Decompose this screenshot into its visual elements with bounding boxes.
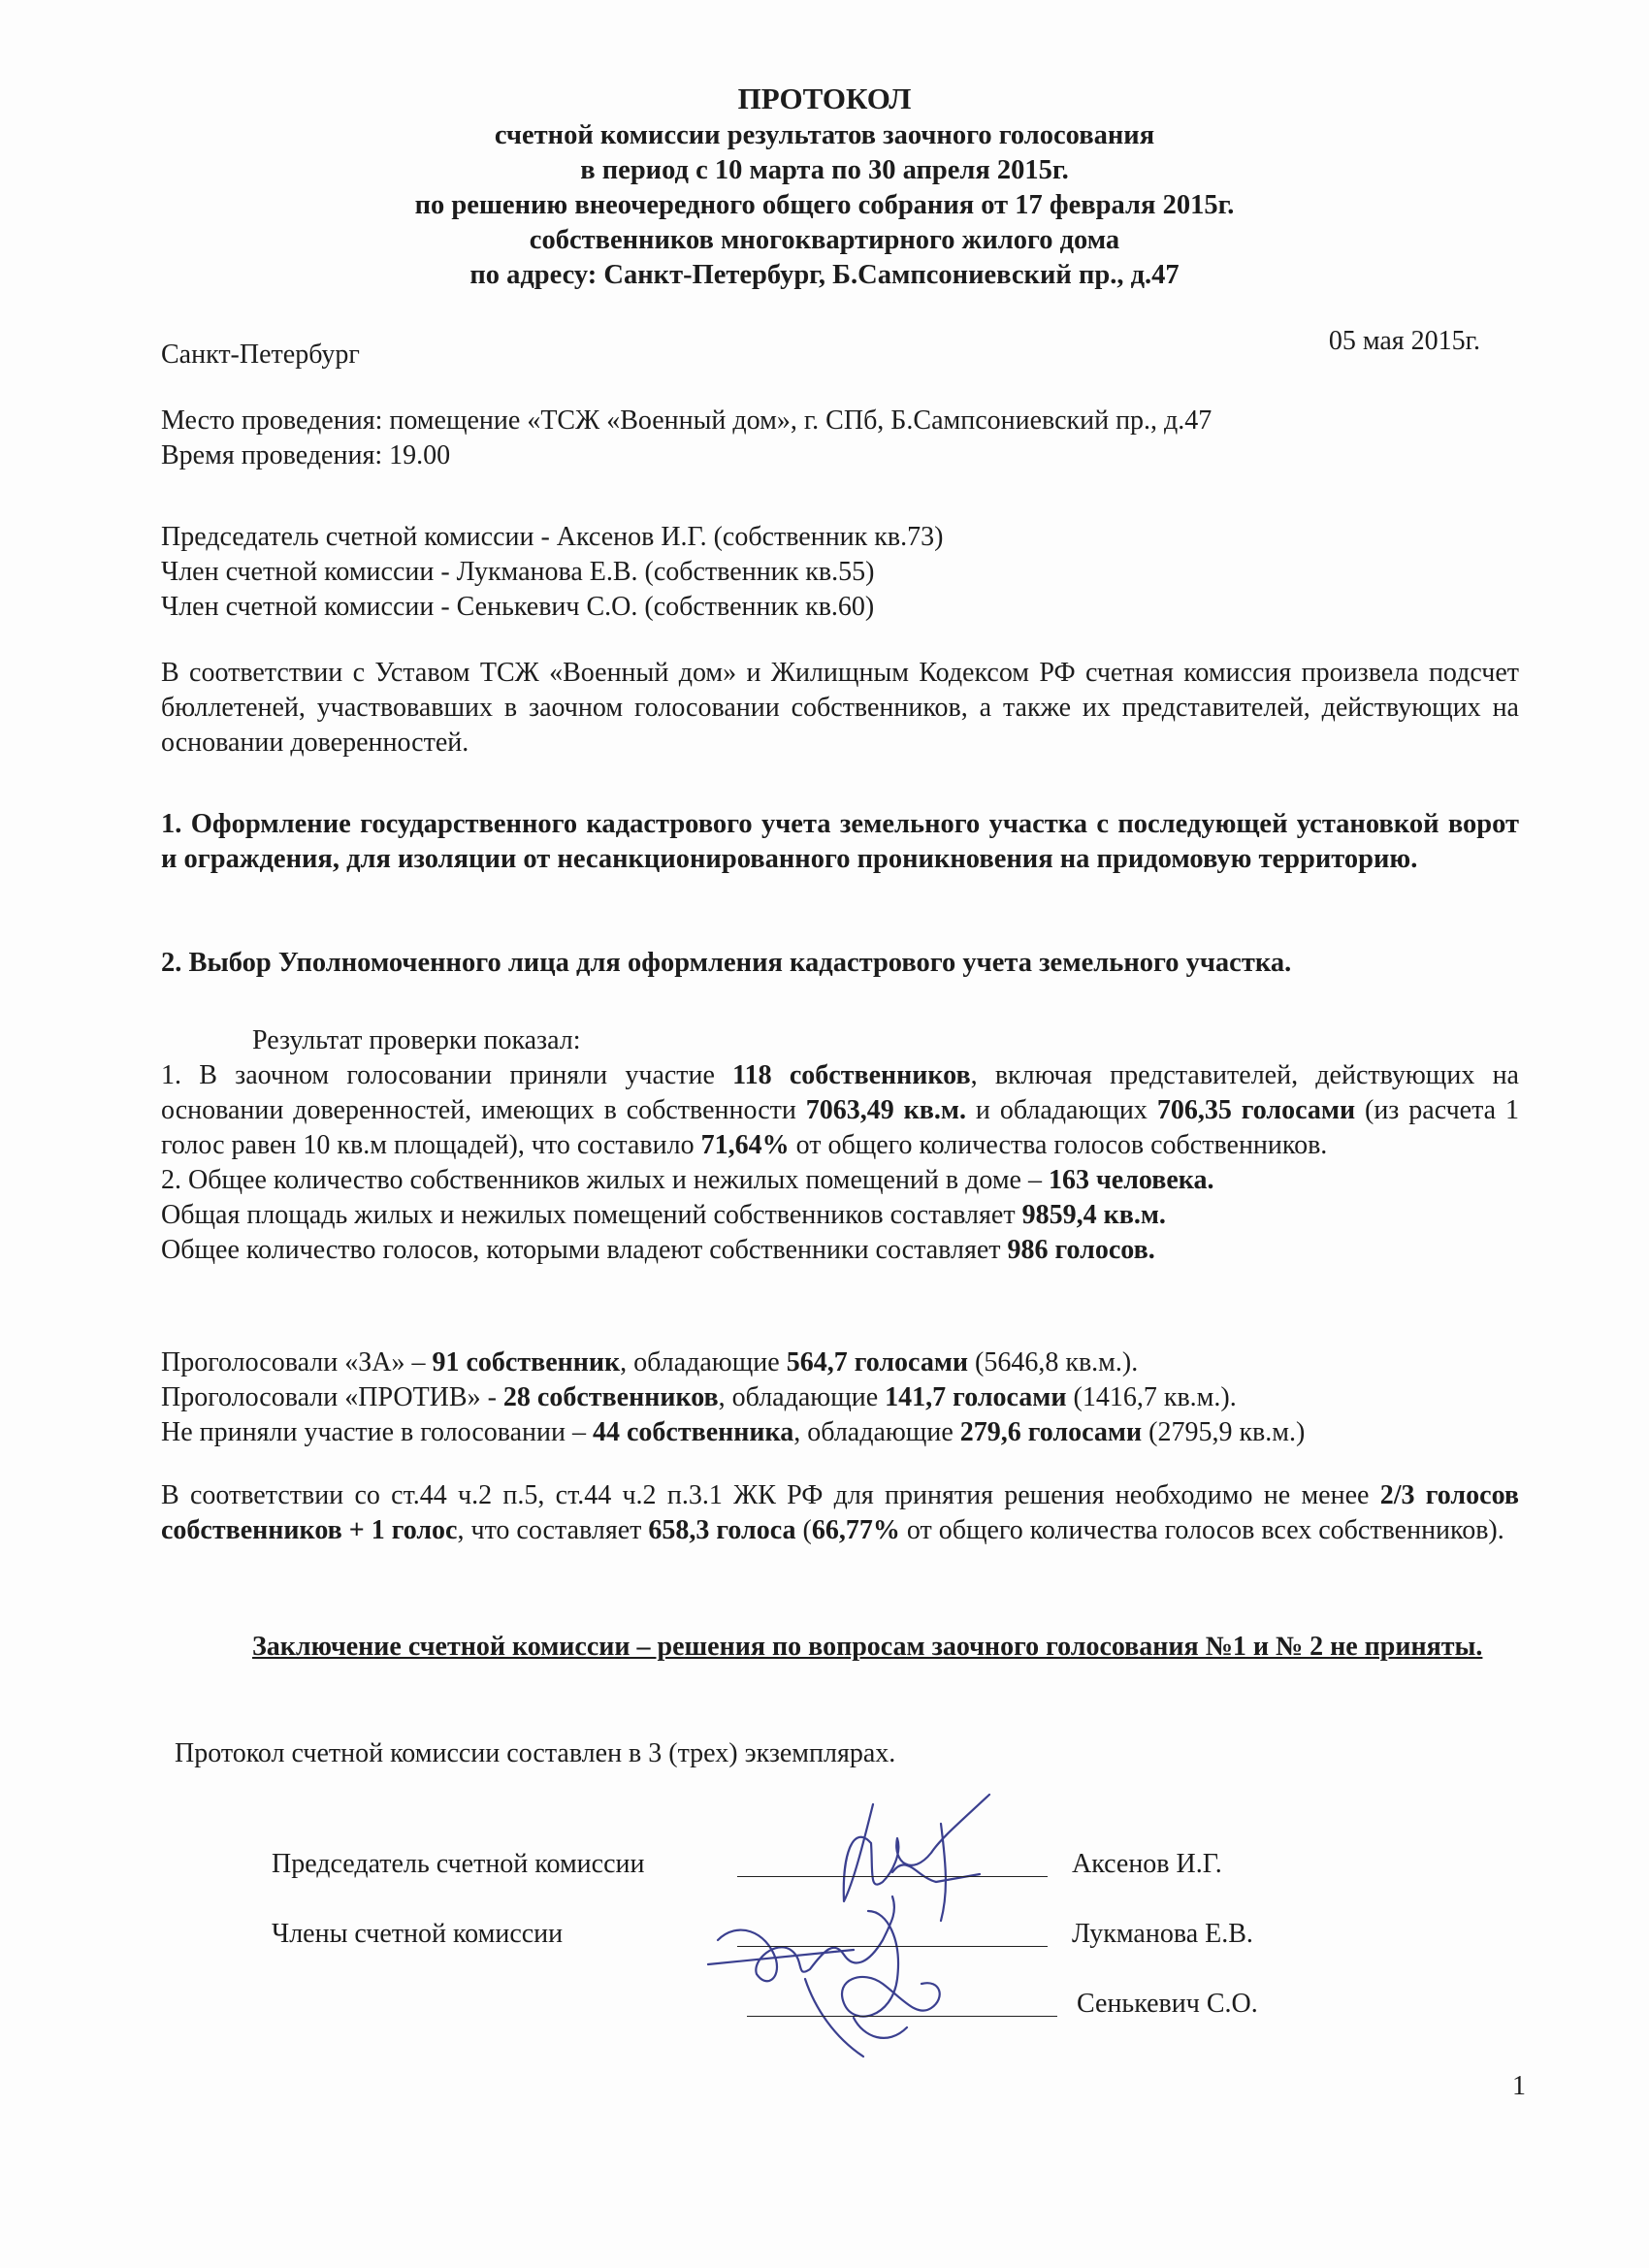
votes-for-owners: 91 собственник <box>432 1347 621 1377</box>
participants-area: 7063,49 кв.м. <box>805 1095 967 1125</box>
votes-for-count: 564,7 голосами <box>786 1347 969 1377</box>
text: Проголосовали «ЗА» – <box>161 1347 433 1377</box>
header-line-1: счетной комиссии результатов заочного голосования <box>494 120 1155 150</box>
votes-absent-owners: 44 собственника <box>593 1417 794 1447</box>
text: ( <box>795 1515 812 1545</box>
results-paragraph-1 <box>161 1058 1519 1163</box>
signature-members-role: Члены счетной комиссии <box>272 1919 564 1949</box>
votes-against-area: (1416,7 кв.м.). <box>1066 1382 1237 1412</box>
intro-paragraph: В соответствии с Уставом ТСЖ «Военный дом» и Жилищным Кодексом РФ счетная комиссия произвела подсчет бюллетеней, участвовавших в заочном голосовании собственников, а также их представителей, действующих на основании доверенностей. <box>161 658 1519 758</box>
text: от общего количества голосов собственников. <box>789 1130 1328 1160</box>
header-line-2: в период с 10 марта по 30 апреля 2015г. <box>580 155 1069 185</box>
total-area: 9859,4 кв.м. <box>1021 1200 1166 1230</box>
votes-absent <box>161 1415 1519 1450</box>
signature-line <box>747 2016 1057 2017</box>
signature-member-1-name: Лукманова Е.В. <box>1072 1919 1253 1949</box>
required-votes: 658,3 голоса <box>648 1515 796 1545</box>
signature-member-1-row <box>272 1919 1339 1954</box>
page-number: 1 <box>1512 2071 1526 2101</box>
results-heading: Результат проверки показал: <box>252 1025 581 1055</box>
question-2: 2. Выбор Уполномоченного лица для оформления кадастрового учета земельного участка. <box>161 948 1292 978</box>
signature-chair-row <box>272 1849 1339 1884</box>
text: Общая площадь жилых и нежилых помещений собственников составляет <box>161 1200 1022 1230</box>
vote-results <box>161 1345 1519 1450</box>
text: , обладающие <box>620 1347 787 1377</box>
question-1: 1. Оформление государственного кадастрового учета земельного участка с последующей установкой ворот и ограждения, для изоляции от несанкционированного проникновения на придомовую территорию. <box>161 809 1519 874</box>
votes-absent-area: (2795,9 кв.м.) <box>1142 1417 1306 1447</box>
text: В соответствии со ст.44 ч.2 п.5, ст.44 ч.2 п.3.1 ЖК РФ для принятия решения необходимо не менее <box>161 1480 1380 1510</box>
votes-absent-count: 279,6 голосами <box>959 1417 1143 1447</box>
text: Проголосовали «ПРОТИВ» - <box>161 1382 503 1412</box>
results-paragraph-4 <box>161 1233 1519 1268</box>
votes-for-area: (5646,8 кв.м.). <box>968 1347 1139 1377</box>
signature-chair-role: Председатель счетной комиссии <box>272 1849 645 1879</box>
commission-member-2: Член счетной комиссии - Сенькевич С.О. (собственник кв.60) <box>161 592 875 622</box>
total-owners: 163 человека. <box>1048 1165 1214 1195</box>
text: Не приняли участие в голосовании – <box>161 1417 593 1447</box>
signature-member-2-name: Сенькевич С.О. <box>1077 1989 1258 2019</box>
document-title: ПРОТОКОЛ <box>737 81 912 115</box>
text: (из расчета 1 голос равен 10 кв.м площадей), что составило <box>161 1095 1519 1160</box>
place-date-row <box>161 326 1480 371</box>
text: Общее количество голосов, которыми владеют собственники составляет <box>161 1235 1008 1265</box>
required-majority: 2/3 голосов собственников + 1 голос <box>161 1480 1519 1545</box>
text: , обладающие <box>793 1417 960 1447</box>
venue: Место проведения: помещение «ТСЖ «Военный дом», г. СПб, Б.Сампсониевский пр., д.47 <box>161 405 1212 436</box>
text: от общего количества голосов всех собственников). <box>899 1515 1504 1545</box>
document-date: 05 мая 2015г. <box>1328 326 1480 356</box>
total-votes: 986 голосов. <box>1007 1235 1155 1265</box>
signature-chair-name: Аксенов И.Г. <box>1072 1849 1222 1879</box>
signature-line <box>737 1946 1048 1947</box>
document-header <box>0 80 1649 293</box>
header-line-3: по решению внеочередного общего собрания от 17 февраля 2015г. <box>414 190 1235 220</box>
signature-line <box>737 1876 1048 1877</box>
participants-votes: 706,35 голосами <box>1156 1095 1356 1125</box>
copies-note: Протокол счетной комиссии составлен в 3 (трех) экземплярах. <box>175 1738 896 1768</box>
results-paragraph-2 <box>161 1163 1519 1198</box>
commission-member-1: Член счетной комиссии - Лукманова Е.В. (собственник кв.55) <box>161 557 875 587</box>
header-line-5: по адресу: Санкт-Петербург, Б.Сампсониевский пр., д.47 <box>469 260 1180 290</box>
meeting-info <box>161 404 1519 473</box>
signature-member-2-row <box>272 1989 1339 2024</box>
votes-against-owners: 28 собственников <box>502 1382 719 1412</box>
conclusion-paragraph <box>161 1630 1519 1665</box>
participants-count: 118 собственников <box>732 1060 971 1090</box>
votes-for <box>161 1345 1519 1380</box>
votes-against-count: 141,7 голосами <box>885 1382 1067 1412</box>
text: , включая представителей, действующих на основании доверенностей, имеющих в собственности <box>161 1060 1519 1125</box>
conclusion: Заключение счетной комиссии – решения по вопросам заочного голосования №1 и № 2 не приняты. <box>252 1632 1483 1662</box>
required-percent: 66,77% <box>811 1515 900 1545</box>
text: 2. Общее количество собственников жилых и нежилых помещений в доме – <box>161 1165 1049 1195</box>
legal-basis-paragraph <box>161 1478 1519 1548</box>
city: Санкт-Петербург <box>161 340 360 370</box>
results-paragraph-3 <box>161 1198 1519 1233</box>
votes-against <box>161 1380 1519 1415</box>
participation-percent: 71,64% <box>700 1130 790 1160</box>
results-section <box>161 1023 1519 1268</box>
header-line-4: собственников многоквартирного жилого дома <box>529 225 1120 255</box>
meeting-time: Время проведения: 19.00 <box>161 440 451 470</box>
commission-members <box>161 520 1519 625</box>
commission-chair: Председатель счетной комиссии - Аксенов И.Г. (собственник кв.73) <box>161 522 944 552</box>
text: 1. В заочном голосовании приняли участие <box>161 1060 733 1090</box>
text: и обладающих <box>966 1095 1157 1125</box>
text: , что составляет <box>457 1515 649 1545</box>
text: , обладающие <box>718 1382 886 1412</box>
